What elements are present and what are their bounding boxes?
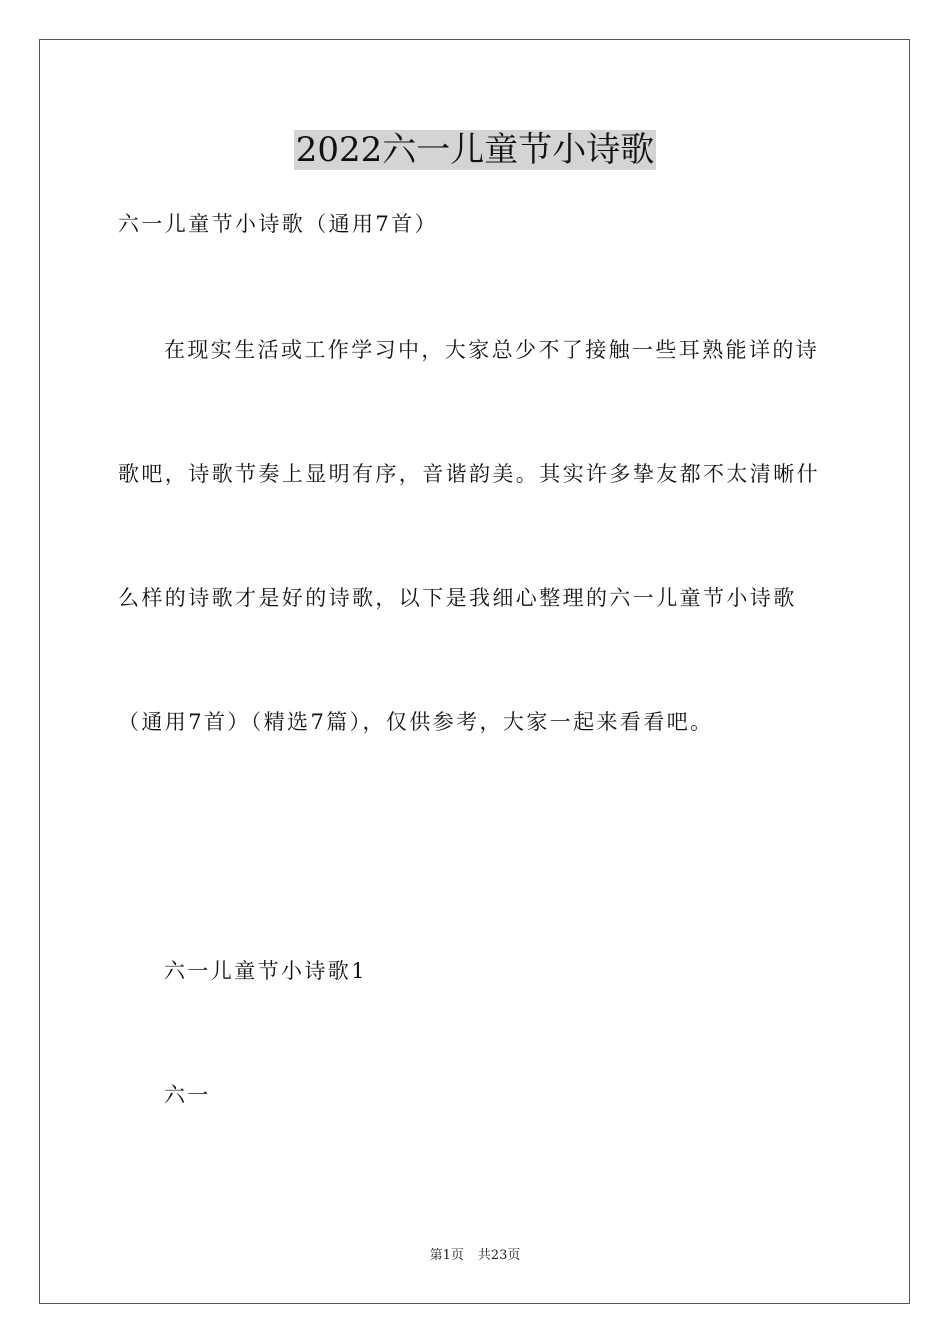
document-title (0, 126, 950, 174)
document-title-text: 2022六一儿童节小诗歌 (295, 130, 655, 170)
intro-line-1: 在现实生活或工作学习中，大家总少不了接触一些耳熟能详的诗 (164, 338, 820, 362)
section-text: 六一 (164, 1083, 211, 1107)
section-heading: 六一儿童节小诗歌1 (164, 959, 367, 983)
page-footer (0, 1246, 950, 1266)
page-total: 共23页 (477, 1248, 521, 1263)
document-subtitle: 六一儿童节小诗歌（通用7首） (118, 212, 438, 236)
intro-line-2: 歌吧，诗歌节奏上显明有序，音谐韵美。其实许多挚友都不太清晰什 (118, 462, 820, 486)
intro-line-3: 么样的诗歌才是好的诗歌，以下是我细心整理的六一儿童节小诗歌 (118, 586, 797, 610)
intro-line-4: （通用7首）（精选7篇），仅供参考，大家一起来看看吧。 (118, 710, 714, 734)
page-number: 第1页 (429, 1248, 464, 1263)
